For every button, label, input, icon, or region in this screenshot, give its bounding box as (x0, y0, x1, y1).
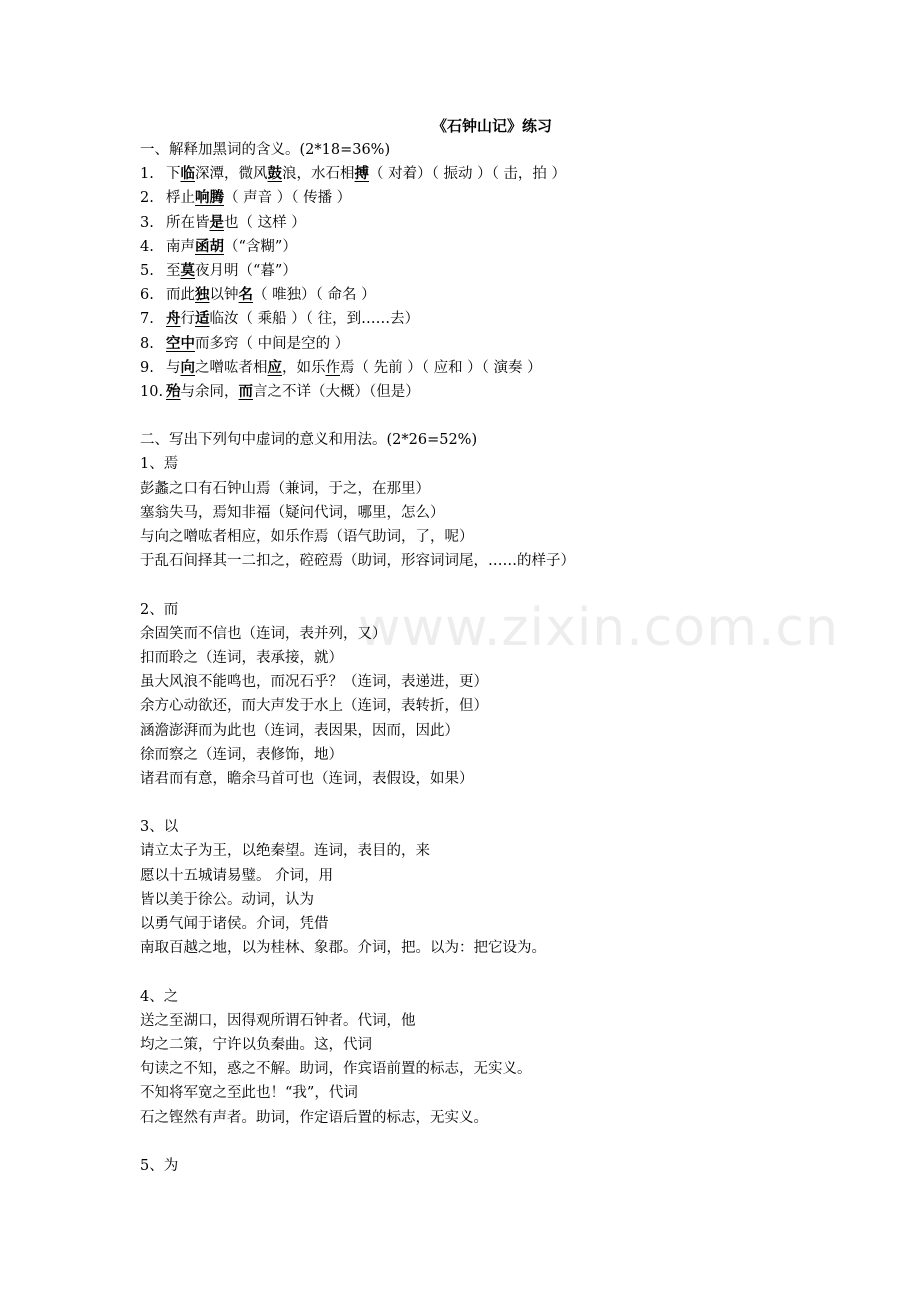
example-line: 送之至湖口，因得观所谓石钟者。代词，他 (140, 1012, 416, 1029)
item-text: ，如乐 (282, 359, 326, 376)
item-text: （ 对着）（ 振动 ）（ 击，拍 ） (369, 166, 567, 183)
item-number: 10. (140, 383, 164, 400)
item-text: （ 声音 ）（ 传播 ） (224, 190, 352, 207)
keyword: 鼓 (267, 165, 282, 183)
example-line: 徐而察之（连词，表修饰，地） (140, 746, 343, 763)
question-item (140, 235, 800, 259)
question-item (140, 380, 800, 404)
question-item (140, 186, 800, 210)
question-item (140, 332, 800, 356)
item-text: 浪，水石相 (282, 166, 355, 183)
example-line: 皆以美于徐公。动词，认为 (140, 891, 314, 908)
question-item (140, 307, 800, 331)
document-page (140, 114, 800, 1178)
section1-items (140, 162, 800, 404)
group-label: 1、焉 (140, 456, 179, 473)
group-label: 2、而 (140, 601, 179, 618)
keyword: 舟 (166, 310, 181, 328)
section2-heading: 二、写出下列句中虚词的意义和用法。(2*26=52%) (140, 432, 478, 449)
item-text: 言之不详（大概）（但是） (253, 383, 420, 400)
item-number: 7. (140, 311, 154, 328)
example-line: 虽大风浪不能鸣也，而况石乎？（连词，表递进，更） (140, 674, 488, 691)
example-line: 石之铿然有声者。助词，作定语后置的标志，无实义。 (140, 1109, 488, 1126)
question-item (140, 283, 800, 307)
item-text: 也（ 这样 ） (224, 214, 306, 231)
item-text: 行 (180, 311, 195, 328)
keyword: 而 (238, 382, 253, 400)
example-line: 诸君而有意，瞻余马首可也（连词，表假设，如果） (140, 770, 474, 787)
example-line: 余方心动欲还，而大声发于水上（连词，表转折，但） (140, 698, 488, 715)
example-line: 于乱石间择其一二扣之，硿硿焉（助词，形容词词尾，……的样子） (140, 553, 575, 570)
item-number: 1. (140, 166, 154, 183)
question-item (140, 259, 800, 283)
item-number: 3. (140, 214, 154, 231)
group-label: 4、之 (140, 988, 179, 1005)
question-item (140, 162, 800, 186)
keyword: 空中 (166, 334, 195, 352)
question-item (140, 211, 800, 235)
item-number: 2. (140, 190, 154, 207)
item-text: 与余同， (180, 383, 239, 400)
keyword: 殆 (166, 382, 181, 400)
page-title: 《石钟山记》练习 (431, 117, 552, 135)
item-number: 4. (140, 238, 154, 255)
example-line: 均之二策，宁许以负秦曲。这，代词 (140, 1036, 372, 1053)
item-text: 至 (166, 262, 181, 279)
keyword: 是 (209, 213, 224, 231)
item-text: 与 (166, 359, 181, 376)
item-text: 临汝（ 乘船 ）（ 往，到……去） (209, 311, 420, 328)
item-number: 8. (140, 335, 154, 352)
question-item (140, 356, 800, 380)
example-line: 彭蠡之口有石钟山焉（兼词，于之，在那里） (140, 480, 430, 497)
group-label: 3、以 (140, 819, 179, 836)
spacer (140, 791, 800, 815)
example-line: 扣而聆之（连词，表承接，就） (140, 649, 343, 666)
item-text: 下 (166, 166, 181, 183)
keyword: 适 (195, 310, 210, 328)
example-line: 句读之不知，惑之不解。助词，作宾语前置的标志，无实义。 (140, 1061, 532, 1078)
group-label: 5、为 (140, 1157, 179, 1174)
example-line: 请立太子为王，以绝秦望。连词，表目的，来 (140, 843, 430, 860)
item-text: （ 唯独）（ 命名 ） (253, 287, 376, 304)
item-number: 5. (140, 262, 154, 279)
keyword: 函胡 (195, 237, 224, 255)
keyword: 响腾 (195, 189, 224, 207)
section2-groups (140, 452, 800, 1178)
example-line: 南取百越之地，以为桂林、象郡。介词，把。以为：把它设为。 (140, 940, 546, 957)
spacer (140, 404, 800, 428)
section1-heading: 一、解释加黑词的含义。(2*18=36%) (140, 142, 391, 158)
keyword: 独 (195, 286, 210, 304)
item-text: 焉（ 先前 ）（ 应和 ）（ 演奏 ） (340, 359, 542, 376)
keyword: 名 (238, 286, 253, 304)
item-text: 夜月明（“暮”） (195, 262, 297, 279)
keyword: 作 (325, 359, 340, 376)
watermark: www.zixin.com.cn (358, 598, 839, 658)
spacer (140, 1130, 800, 1154)
example-line: 不知将军宽之至此也！“我”，代词 (140, 1085, 358, 1102)
keyword: 临 (180, 165, 195, 183)
spacer (140, 573, 800, 597)
item-text: 南声 (166, 238, 195, 255)
item-text: 以钟 (209, 287, 239, 304)
item-number: 6. (140, 287, 154, 304)
item-text: 所在皆 (166, 214, 210, 231)
item-text: 之噌吰者相 (195, 359, 268, 376)
spacer (140, 960, 800, 984)
item-number: 9. (140, 359, 154, 376)
item-text: 而此 (166, 287, 195, 304)
example-line: 涵澹澎湃而为此也（连词，表因果，因而，因此） (140, 722, 459, 739)
keyword: 向 (180, 358, 195, 376)
example-line: 以勇气闻于诸侯。介词，凭借 (140, 916, 329, 932)
item-text: 而多窍（ 中间是空的 ） (195, 335, 350, 352)
example-line: 与向之噌吰者相应，如乐作焉（语气助词，了，呢） (140, 529, 474, 545)
example-line: 塞翁失马，焉知非福（疑问代词，哪里，怎么） (140, 504, 445, 521)
keyword: 莫 (180, 261, 195, 279)
item-text: （“含糊”） (224, 238, 297, 255)
item-text: 深潭，微风 (195, 166, 268, 183)
example-line: 余固笑而不信也（连词，表并列，又） (140, 625, 387, 642)
keyword: 搏 (354, 165, 369, 183)
keyword: 应 (267, 358, 282, 376)
item-text: 桴止 (166, 190, 195, 207)
example-line: 愿以十五城请易璧。 介词，用 (140, 867, 334, 884)
